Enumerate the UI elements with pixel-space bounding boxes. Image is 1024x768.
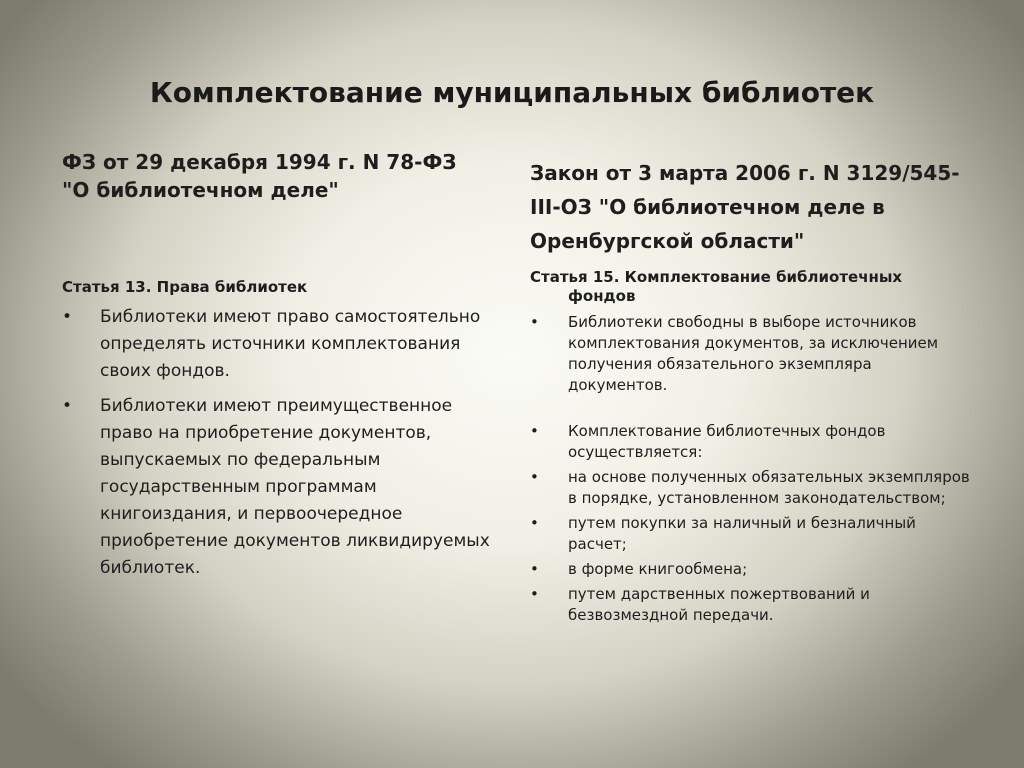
list-item: • путем дарственных пожертвований и безвозмездной передачи.	[530, 584, 970, 626]
list-item: • Комплектование библиотечных фондов осуществляется:	[530, 421, 970, 463]
left-bullet-list	[62, 304, 502, 582]
left-column	[62, 148, 502, 590]
left-law-heading-line1: ФЗ от 29 декабря 1994 г. N 78-ФЗ	[62, 150, 457, 174]
slide-title: Комплектование муниципальных библиотек	[149, 76, 875, 109]
right-column	[530, 156, 970, 630]
list-item: • Библиотеки имеют право самостоятельно определять источники комплектования своих фондов.	[62, 304, 502, 385]
list-item: • Библиотеки имеют преимущественное право на приобретение документов, выпускаемых по федеральным государственным программам книгоиздания, и первоочередное приобретение документов ликвидируемых библиотек.	[62, 393, 502, 582]
right-bullet-list	[530, 312, 970, 626]
list-item: • на основе полученных обязательных экземпляров в порядке, установленном законодательством;	[530, 467, 970, 509]
right-article-heading: Статья 15. Комплектование библиотечных фондов	[530, 268, 903, 305]
left-article-heading: Статья 13. Права библиотек	[62, 278, 308, 296]
list-item: • в форме книгообмена;	[530, 559, 970, 580]
list-item: • Библиотеки свободны в выборе источников комплектования документов, за исключением получения обязательного экземпляра документов.	[530, 312, 970, 396]
left-law-heading-line2: "О библиотечном деле"	[62, 178, 339, 202]
right-law-heading: Закон от 3 марта 2006 г. N 3129/545-III-ОЗ "О библиотечном деле в Оренбургской области"	[530, 161, 960, 253]
list-item: • путем покупки за наличный и безналичный расчет;	[530, 513, 970, 555]
left-law-heading	[62, 148, 502, 204]
